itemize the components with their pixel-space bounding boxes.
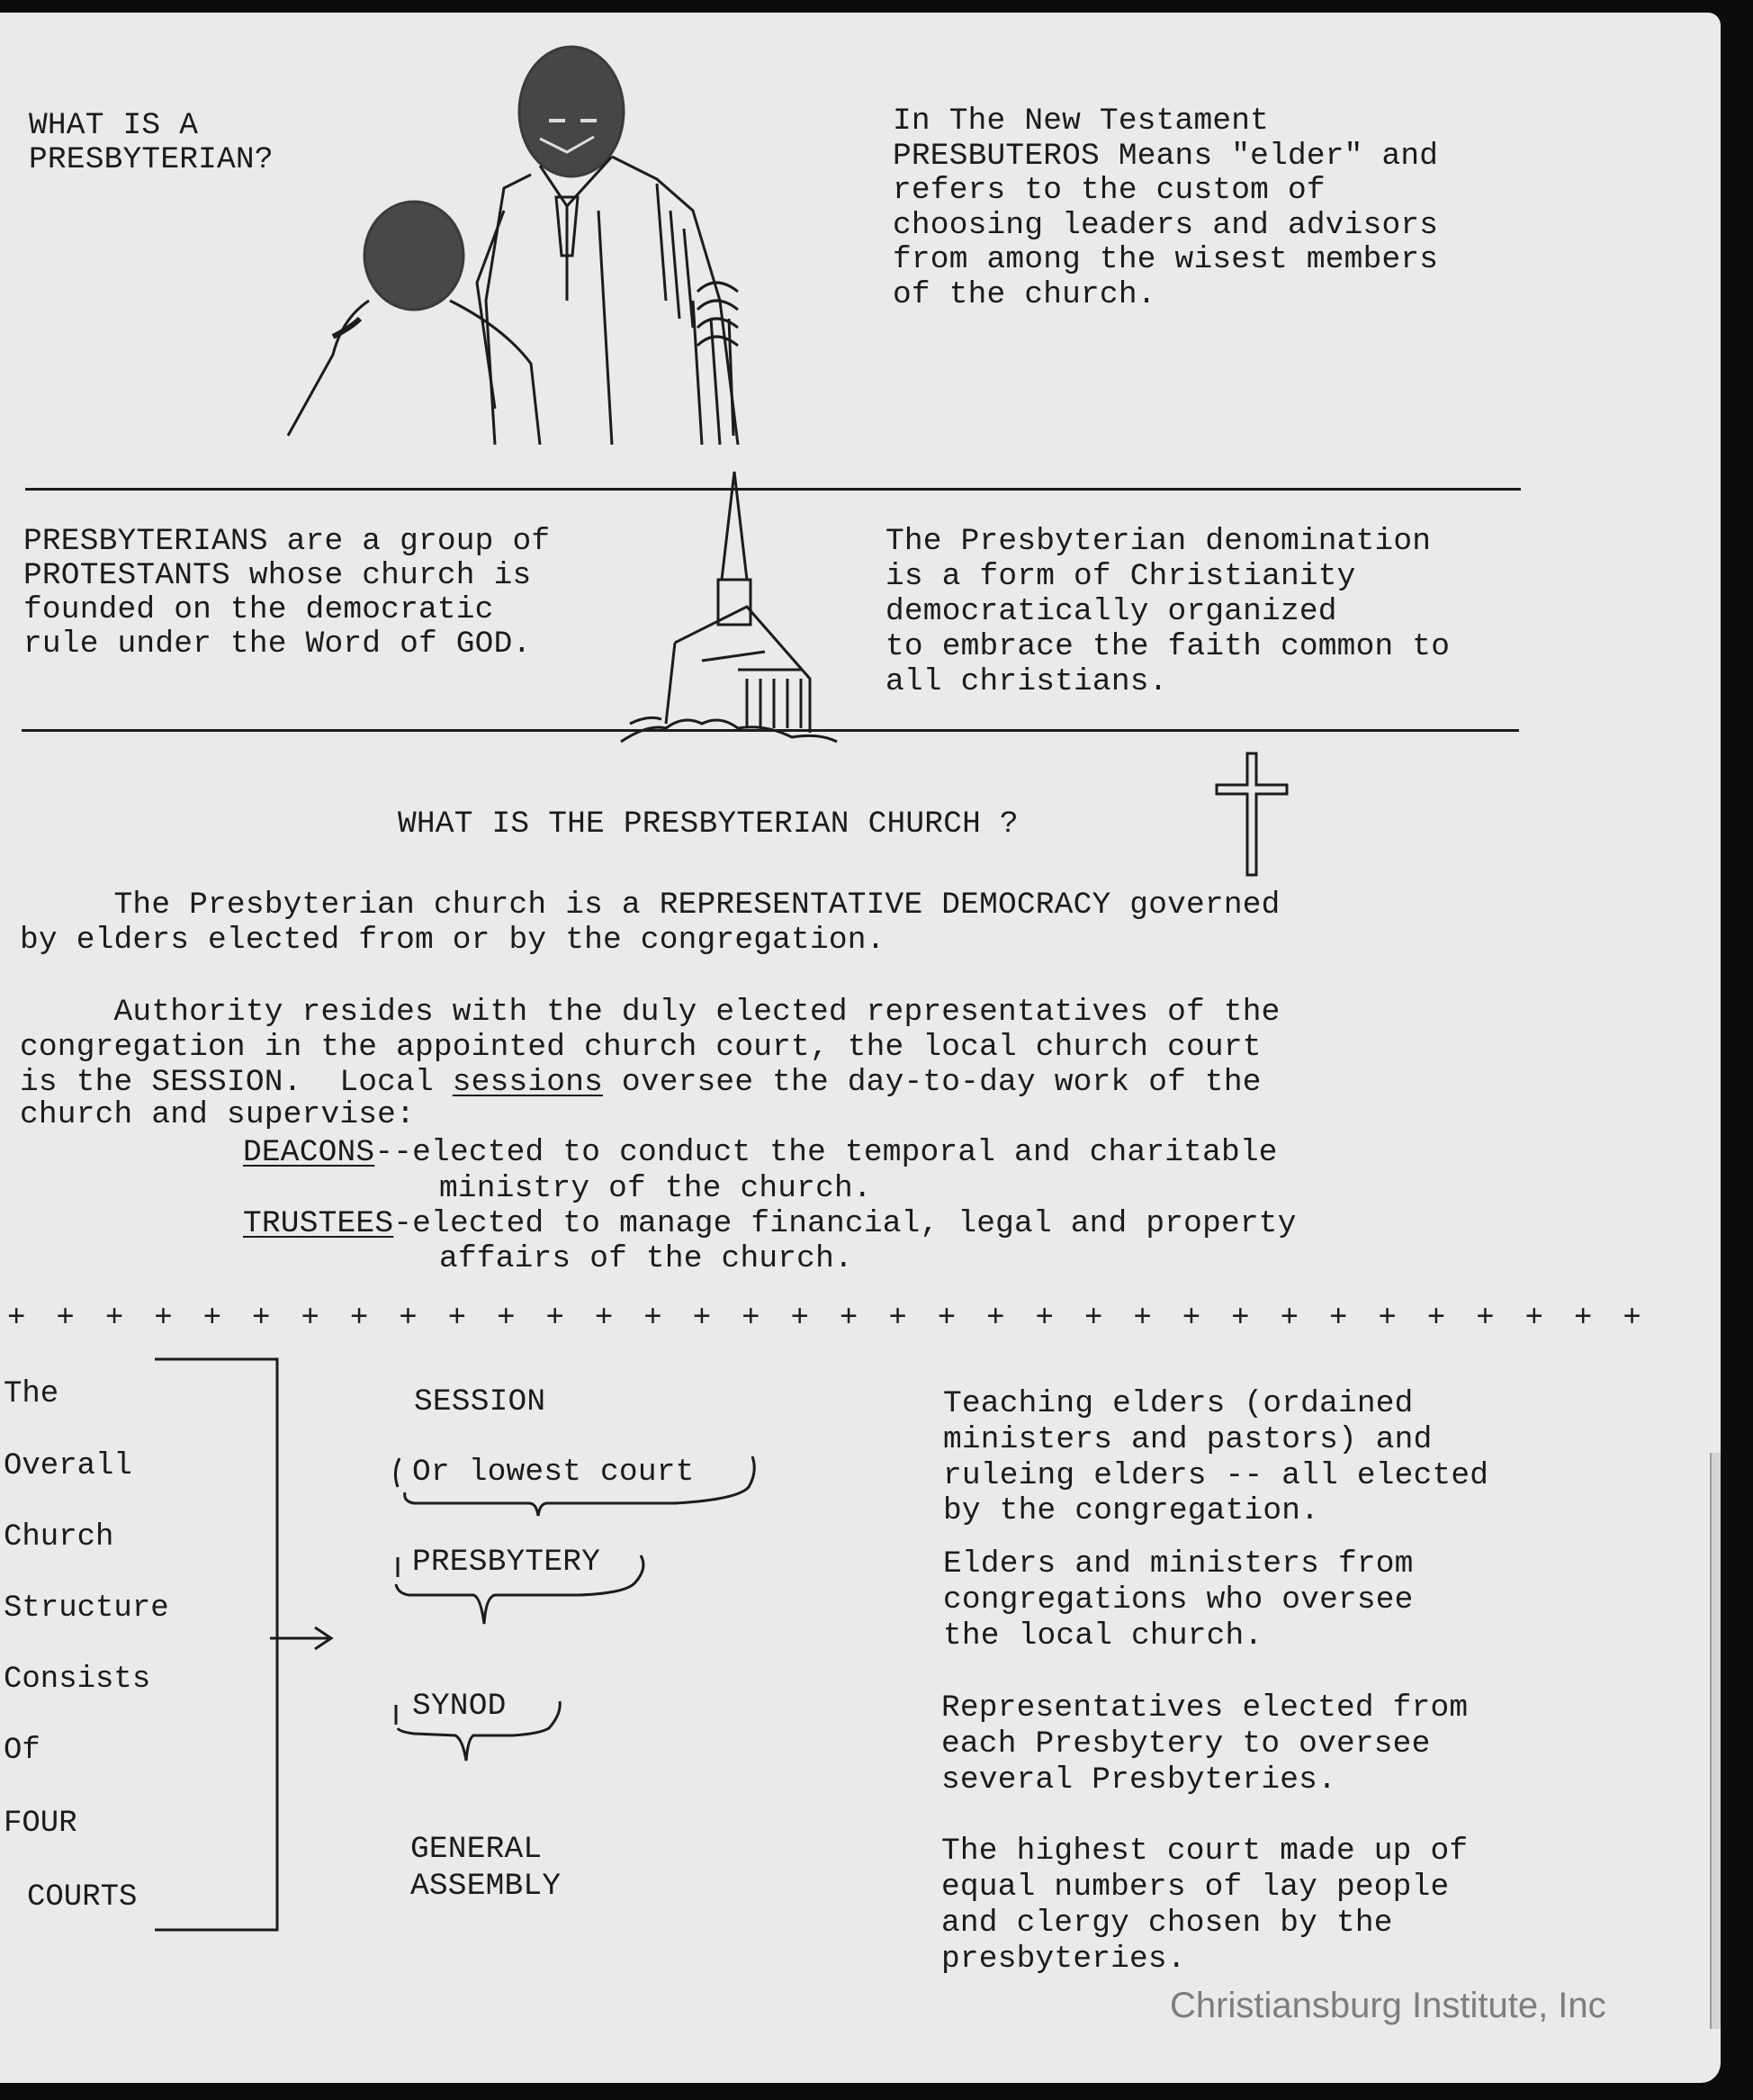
session-desc-line-4: by the congregation. <box>943 1493 1320 1528</box>
cross-icon <box>1211 749 1292 884</box>
document-page <box>0 13 1721 2083</box>
structure-label-4: Structure <box>4 1591 169 1626</box>
synod-desc-line-2: each Presbytery to oversee <box>941 1726 1431 1762</box>
court-synod: SYNOD <box>412 1689 507 1724</box>
structure-bracket <box>144 1341 351 1944</box>
watermark: Christiansburg Institute, Inc <box>1170 1986 1606 2025</box>
para2-line-3: is the SESSION. Local sessions oversee the day-to-day work of the <box>20 1065 1262 1100</box>
trustees-label: TRUSTEES <box>243 1206 394 1241</box>
session-brace <box>387 1449 765 1539</box>
structure-label-7: FOUR <box>4 1807 77 1841</box>
denomination-line-5: all christians. <box>885 664 1168 699</box>
testament-line-2: PRESBUTEROS Means "elder" and <box>893 139 1439 174</box>
church-heading: WHAT IS THE PRESBYTERIAN CHURCH ? <box>398 807 1019 842</box>
denomination-line-1: The Presbyterian denomination <box>885 524 1432 559</box>
deacons-label: DEACONS <box>243 1135 375 1170</box>
synod-brace <box>387 1692 567 1773</box>
denomination-line-2: is a form of Christianity <box>885 559 1356 594</box>
presbyterians-line-1: PRESBYTERIANS are a group of <box>23 524 551 559</box>
assembly-desc-line-1: The highest court made up of <box>941 1834 1469 1869</box>
presbytery-brace <box>387 1546 657 1636</box>
structure-label-3: Church <box>4 1520 114 1555</box>
deacons-line-2: ministry of the church. <box>439 1171 872 1206</box>
page-fold-edge <box>1710 1453 1721 2029</box>
what-is-title-line1: WHAT IS A <box>29 108 199 143</box>
structure-label-6: Of <box>4 1734 40 1768</box>
church-illustration <box>612 454 846 751</box>
structure-label-5: Consists <box>4 1663 151 1697</box>
plus-separator: + + + + + + + + + + + + + + + + + + + + + + + + + + + + + + + + + + <box>7 1302 1648 1336</box>
court-session-sub: Or lowest court <box>412 1455 695 1490</box>
presbytery-desc-line-2: congregations who oversee <box>943 1582 1414 1618</box>
structure-label-2: Overall <box>4 1449 132 1483</box>
presbyterians-line-3: founded on the democratic <box>23 592 494 627</box>
presbytery-desc-line-1: Elders and ministers from <box>943 1546 1414 1582</box>
session-desc-line-3: ruleing elders -- all elected <box>943 1458 1489 1493</box>
minister-illustration <box>270 31 846 463</box>
what-is-title-line2: PRESBYTERIAN? <box>29 142 274 177</box>
court-general-assembly-line-1: GENERAL <box>410 1832 543 1867</box>
testament-line-6: of the church. <box>893 277 1156 312</box>
structure-label-1: The <box>4 1377 59 1411</box>
testament-line-5: from among the wisest members <box>893 242 1439 277</box>
presbytery-desc-line-3: the local church. <box>943 1618 1263 1654</box>
assembly-desc-line-2: equal numbers of lay people <box>941 1870 1450 1905</box>
court-presbytery: PRESBYTERY <box>412 1545 601 1580</box>
court-session: SESSION <box>414 1384 546 1420</box>
testament-line-1: In The New Testament <box>893 104 1270 139</box>
deacons-line-1: DEACONS--elected to conduct the temporal and charitable <box>243 1135 1278 1170</box>
trustees-line-1: TRUSTEES-elected to manage financial, legal and property <box>243 1206 1297 1241</box>
assembly-desc-line-3: and clergy chosen by the <box>941 1906 1393 1941</box>
testament-line-3: refers to the custom of <box>893 173 1326 208</box>
denomination-line-3: democratically organized <box>885 594 1337 629</box>
para2-line-4: church and supervise: <box>20 1097 415 1132</box>
para2-line-2: congregation in the appointed church court, the local church court <box>20 1030 1262 1065</box>
testament-line-4: choosing leaders and advisors <box>893 208 1439 243</box>
sessions-underlined: sessions <box>452 1065 604 1100</box>
synod-desc-line-3: several Presbyteries. <box>941 1762 1336 1798</box>
para2-line-1: Authority resides with the duly elected representatives of the <box>20 995 1281 1030</box>
para1-line-2: by elders elected from or by the congregation. <box>20 923 885 958</box>
divider-mid <box>22 729 1519 732</box>
para1-line-1: The Presbyterian church is a REPRESENTATIVE DEMOCRACY governed <box>20 888 1281 923</box>
structure-label-8: COURTS <box>27 1880 138 1915</box>
denomination-line-4: to embrace the faith common to <box>885 629 1451 664</box>
presbyterians-line-2: PROTESTANTS whose church is <box>23 558 532 593</box>
synod-desc-line-1: Representatives elected from <box>941 1690 1469 1726</box>
presbyterians-line-4: rule under the Word of GOD. <box>23 626 532 662</box>
session-desc-line-2: ministers and pastors) and <box>943 1422 1433 1457</box>
session-desc-line-1: Teaching elders (ordained <box>943 1386 1414 1421</box>
assembly-desc-line-4: presbyteries. <box>941 1942 1186 1977</box>
trustees-line-2: affairs of the church. <box>439 1241 853 1276</box>
court-general-assembly-line-2: ASSEMBLY <box>410 1869 562 1904</box>
